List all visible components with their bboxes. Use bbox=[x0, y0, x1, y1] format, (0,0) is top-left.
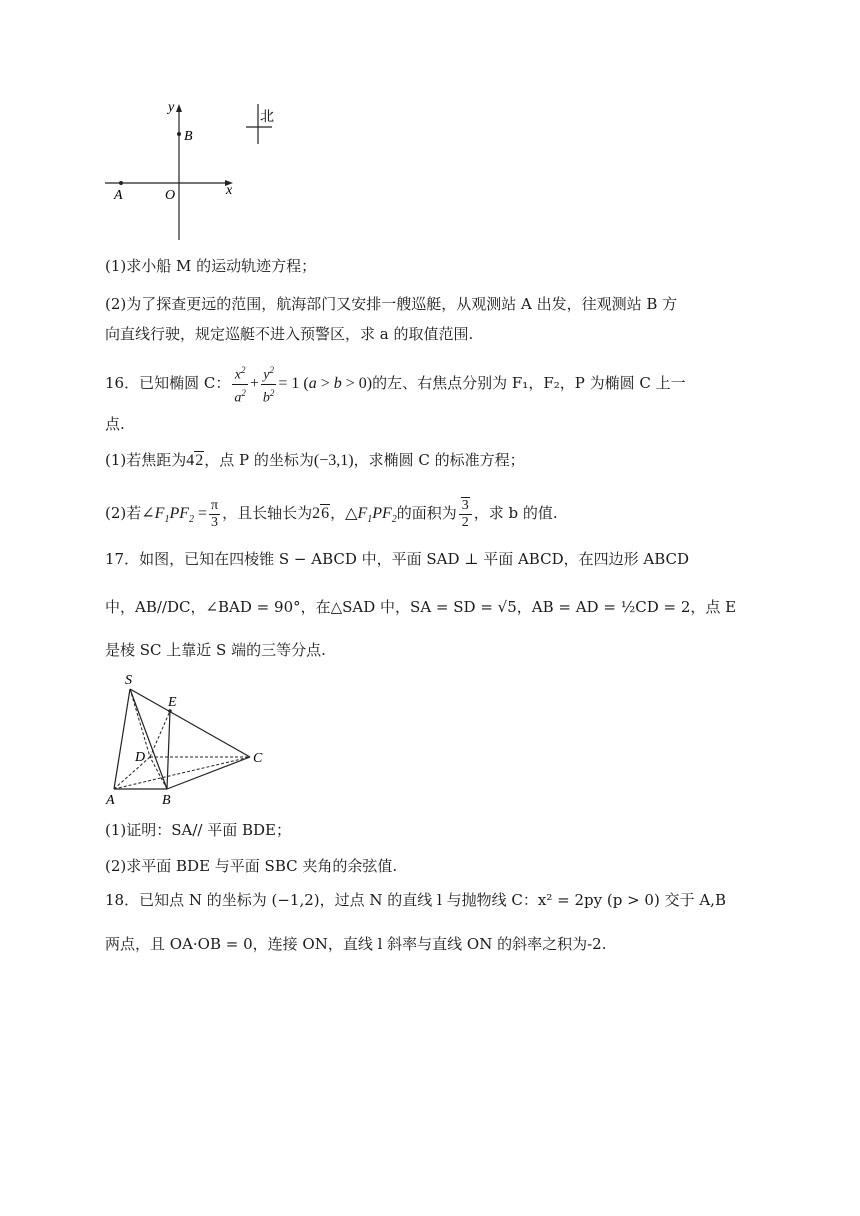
q17-line2: 中，AB//DC，∠BAD = 90°，在△SAD 中，SA = SD = √5，AB = AD = ½CD = 2，点 E bbox=[105, 598, 737, 616]
q16-p2-text-a: (2)若 bbox=[105, 504, 142, 523]
q16-intro: 16．已知椭圆 C： bbox=[105, 373, 231, 392]
major-axis-length: 26 bbox=[312, 505, 330, 523]
edge-BC bbox=[167, 757, 250, 789]
label-A: A bbox=[106, 793, 115, 808]
q18-line2-text: 两点，且 OA·OB = 0，连接 ON，直线 l 斜率与直线 ON 的斜率之积为-2. bbox=[105, 935, 607, 953]
angle-expression: $\angle F_1PF_2$ = $\frac{\pi}{3}$ bbox=[141, 498, 219, 530]
edge-SA bbox=[114, 689, 130, 789]
q16-p2-text-d: 的面积为 bbox=[396, 504, 457, 523]
q15-part2-line1: (2)为了探查更远的范围，航海部门又安排一艘巡艇，从观测站 A 出发，往观测站 B 方 bbox=[105, 295, 678, 313]
label-E: E bbox=[168, 695, 177, 710]
point-B bbox=[177, 132, 181, 136]
q17-line3: 是棱 SC 上靠近 S 端的三等分点. bbox=[105, 641, 326, 659]
edge-BD bbox=[150, 757, 167, 789]
q17-part2: (2)求平面 BDE 与平面 SBC 夹角的余弦值. bbox=[105, 857, 398, 875]
coordinate-figure bbox=[100, 98, 290, 244]
label-B: B bbox=[184, 129, 193, 144]
edge-SC bbox=[130, 689, 250, 757]
q16-p1-text-c: ，求椭圆 C 的标准方程； bbox=[353, 451, 525, 469]
q18-line2 bbox=[105, 934, 607, 954]
q16-p1-text-a: (1)若焦距为 bbox=[105, 451, 187, 469]
q17-part1: (1)证明：SA// 平面 BDE； bbox=[105, 821, 291, 839]
label-C: C bbox=[253, 751, 263, 766]
q16-p2-text-e: ，求 b 的值. bbox=[473, 504, 558, 523]
q16-p2-text-b: ，且长轴长为 bbox=[222, 504, 313, 523]
q16-part1 bbox=[105, 450, 525, 471]
q17-line1: 17．如图，已知在四棱锥 S − ABCD 中，平面 SAD ⊥ 平面 ABCD，在四边形 ABCD bbox=[105, 550, 689, 568]
q16-p2-text-c: ， bbox=[330, 504, 346, 523]
q16-p1-text-b: ，点 P 的坐标为 bbox=[204, 451, 314, 469]
ellipse-equation: $\frac{x^2}{a^2}$ + $\frac{y^2}{b^2}$ = 1 (a > b > 0) bbox=[230, 375, 372, 392]
area-value: $\frac{3}{2}$ bbox=[457, 505, 474, 522]
label-A: A bbox=[114, 188, 123, 203]
q16-header-end: 点. bbox=[105, 415, 125, 433]
label-D: D bbox=[135, 750, 146, 765]
edge-BE bbox=[167, 711, 170, 789]
label-north: 北 bbox=[260, 109, 274, 125]
q16-foci-text: 的左、右焦点分别为 F₁，F₂，P 为椭圆 C 上一 bbox=[372, 373, 686, 392]
q15-part1: (1)求小船 M 的运动轨迹方程； bbox=[105, 257, 317, 275]
label-B: B bbox=[162, 793, 171, 808]
edge-SB bbox=[130, 689, 167, 789]
pyramid-figure bbox=[100, 668, 275, 810]
point-P: (−3,1) bbox=[313, 452, 354, 469]
q16-part2 bbox=[105, 498, 558, 531]
label-x: x bbox=[226, 183, 233, 198]
y-axis-arrow bbox=[176, 104, 182, 112]
triangle-expression: $\triangle F_1PF_2$ bbox=[345, 505, 397, 526]
q15-part2-line2: 向直线行驶，规定巡艇不进入预警区，求 a 的取值范围. bbox=[105, 325, 474, 343]
label-y: y bbox=[168, 100, 175, 115]
q18-line1: 18．已知点 N 的坐标为 (−1,2)，过点 N 的直线 l 与抛物线 C：x² = 2py (p > 0) 交于 A,B bbox=[105, 891, 726, 909]
point-A bbox=[119, 181, 123, 185]
q16-header bbox=[105, 362, 686, 406]
label-S: S bbox=[125, 673, 132, 688]
focal-length: 42 bbox=[186, 452, 204, 469]
label-O: O bbox=[165, 188, 176, 203]
edge-DE bbox=[150, 711, 170, 757]
